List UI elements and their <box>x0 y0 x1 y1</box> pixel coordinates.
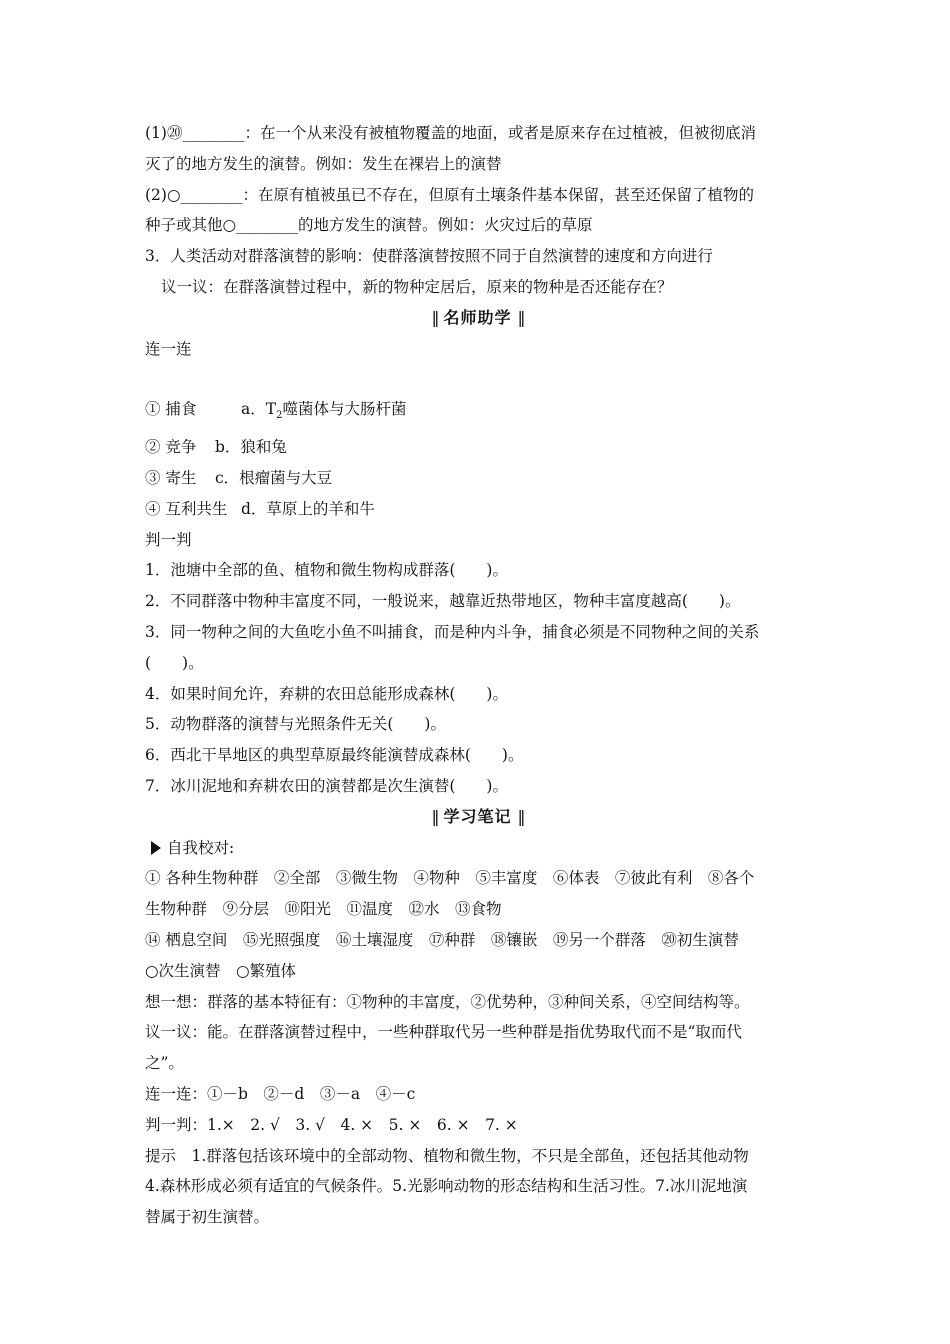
judge-q2: 2．不同群落中物种丰富度不同，一般说来，越靠近热带地区，物种丰富度越高( )。 <box>145 592 741 611</box>
heading-bar-right-icon: ‖ <box>517 307 524 327</box>
think-answer: 想一想：群落的基本特征有：①物种的丰富度，②优势种，③种间关系，④空间结构等。 <box>145 992 750 1011</box>
section-heading-teacher-help <box>145 303 810 334</box>
primary-succession-line-1: (1)⑳________：在一个从来没有被植物覆盖的地面，或者是原来存在过植被，但被彻底消 <box>145 124 756 142</box>
judge-q4: 4．如果时间允许，弃耕的农田总能形成森林( )。 <box>145 684 508 703</box>
judge-q6: 6．西北干旱地区的典型草原最终能演替成森林( )。 <box>145 746 524 765</box>
discuss-answer-line-2: 之”。 <box>145 1054 184 1073</box>
connect-label: 连一连 <box>145 339 192 358</box>
connect-item-3 <box>145 463 810 494</box>
judge-answer: 判一判：1.× 2. √ 3. √ 4. × 5. × 6. × 7. × <box>145 1115 518 1134</box>
discuss-question: 议一议：在群落演替过程中，新的物种定居后，原来的物种是否还能存在？ <box>161 277 673 296</box>
section-title: 名师助学 <box>443 307 512 327</box>
judge-q1: 1．池塘中全部的鱼、植物和微生物构成群落( )。 <box>145 561 508 580</box>
matching-figure-space <box>145 364 810 394</box>
primary-succession-line-2: 灭了的地方发生的演替。例如：发生在裸岩上的演替 <box>145 154 502 173</box>
secondary-succession-line-2: 种子或其他○________的地方发生的演替。例如：火灾过后的草原 <box>145 216 593 235</box>
self-check-line <box>145 833 810 864</box>
connect-right-1: a．$T_2$噬菌体与大肠杆菌 <box>241 400 407 422</box>
heading-bar-left-icon: ‖ <box>431 307 438 327</box>
connect-right-4: d．草原上的羊和牛 <box>241 499 375 518</box>
connect-right-2: b．狼和兔 <box>215 438 287 457</box>
connect-left-4: ④ 互利共生 <box>145 499 228 518</box>
connect-left-3: ③ 寄生 <box>145 469 197 488</box>
judge-q7: 7．冰川泥地和弃耕农田的演替都是次生演替( )。 <box>145 777 508 796</box>
secondary-succession-line-1: (2)○________：在原有植被虽已不存在，但原有土壤条件基本保留，甚至还保留了植物的 <box>145 185 754 204</box>
discuss-answer-line-1: 议一议：能。在群落演替过程中，一些种群取代另一些种群是指优势取代而不是“取而代 <box>145 1023 742 1042</box>
self-check-label: 自我校对: <box>167 838 235 857</box>
hint-line-3: 替属于初生演替。 <box>145 1208 270 1227</box>
section-heading-study-notes <box>145 802 810 833</box>
connect-right-3: c．根瘤菌与大豆 <box>215 469 333 488</box>
human-impact-line: 3．人类活动对群落演替的影响：使群落演替按照不同于自然演替的速度和方向进行 <box>145 247 713 266</box>
judge-label: 判一判 <box>145 530 192 549</box>
connect-left-1: ① 捕食 <box>145 400 197 419</box>
hint-line-2: 4.森林形成必须有适宜的气候条件。5.光影响动物的形态结构和生活习性。7.冰川泥地演 <box>145 1177 748 1196</box>
answers-line-1: ① 各种生物种群 ②全部 ③微生物 ④物种 ⑤丰富度 ⑥体表 ⑦彼此有利 ⑧各个 <box>145 869 755 888</box>
play-arrow-icon <box>145 833 167 864</box>
connect-left-2: ② 竞争 <box>145 438 197 457</box>
connect-item-2 <box>145 432 810 463</box>
answers-line-4: ○次生演替 ○繁殖体 <box>145 961 297 980</box>
section-title: 学习笔记 <box>443 806 512 826</box>
answers-line-2: 生物种群 ⑨分层 ⑩阳光 ⑪温度 ⑫水 ⑬食物 <box>145 900 502 919</box>
answers-line-3: ⑭ 栖息空间 ⑮光照强度 ⑯土壤湿度 ⑰种群 ⑱镶嵌 ⑲另一个群落 ⑳初生演替 <box>145 931 739 950</box>
hint-line-1: 提示 1.群落包括该环境中的全部动物、植物和微生物，不只是全部鱼，还包括其他动物 <box>145 1146 749 1165</box>
connect-item-1 <box>145 394 810 432</box>
connect-answer: 连一连：①－b ②－d ③－a ④－c <box>145 1085 416 1103</box>
judge-q3-line-2: ( )。 <box>145 653 204 672</box>
heading-bar-left-icon: ‖ <box>431 806 438 826</box>
connect-item-4 <box>145 494 810 525</box>
document-page <box>145 118 810 1233</box>
judge-q5: 5．动物群落的演替与光照条件无关( )。 <box>145 715 446 734</box>
heading-bar-right-icon: ‖ <box>517 806 524 826</box>
judge-q3-line-1: 3．同一物种之间的大鱼吃小鱼不叫捕食，而是种内斗争，捕食必须是不同物种之间的关系 <box>145 623 760 642</box>
